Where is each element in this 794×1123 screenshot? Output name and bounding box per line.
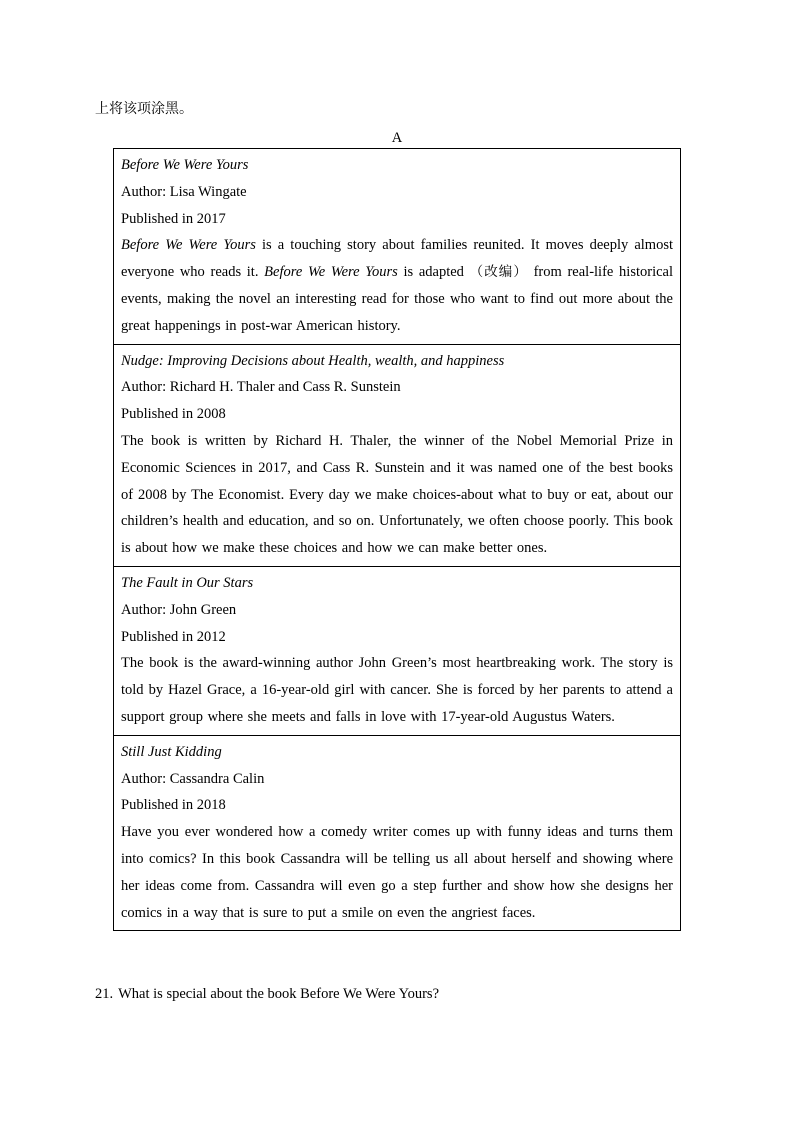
question-text: What is special about the book Before We Were Yours? [118,986,440,1002]
book-title: Nudge: Improving Decisions about Health, wealth, and happiness [121,352,505,369]
book-title-mention: Before We Were Yours [121,237,256,254]
book-description [121,232,673,339]
book-published: Published in 2017 [121,210,226,227]
question-number: 21. [95,986,114,1002]
books-table [113,148,681,931]
question-21 [95,983,439,1005]
description-text: is a touching story about families reunited. It moves deeply almost everyone who reads it. [121,237,673,281]
book-entry-3 [114,566,680,735]
description-text: is adapted [397,264,470,281]
book-author: Author: Lisa Wingate [121,183,247,200]
description-text: The book is the award-winning author John Green’s most heartbreaking work. The story is told by Hazel Grace, a 16-year-old girl with cancer. She is forced by her parents to attend a support group where she meets and falls in love with 17-year-old Augustus Waters. [121,655,673,725]
book-description [121,650,673,730]
book-title: Still Just Kidding [121,743,222,760]
section-letter: A [391,130,403,146]
book-title: The Fault in Our Stars [121,574,254,591]
description-text: Have you ever wondered how a comedy writer comes up with funny ideas and turns them into comics? In this book Cassandra will be telling us all about herself and showing where her ideas come from. Cassandra will even go a step further and show how she designs her comics in a way that is sure to put a smile on even the angriest faces. [121,824,673,921]
book-title-mention: Before We Were Yours [264,264,398,281]
book-entry-1 [114,149,680,344]
book-entry-2 [114,344,680,566]
chinese-gloss: （改编） [469,264,528,281]
intro-line: 上将该项涂黑。 [95,101,193,117]
book-description [121,428,673,562]
description-text: The book is written by Richard H. Thaler, the winner of the Nobel Memorial Prize in Economic Sciences in 2017, and Cass R. Sunstein and it was named one of the best books of 2008 by The Economist. Every day we make choices-about what to buy or eat, about our children’s health and education, and so on. Unfortunately, we often choose poorly. This book is about how we make these choices and how we can make better ones. [121,432,673,557]
book-author: Author: Cassandra Calin [121,770,265,787]
book-title: Before We Were Yours [121,157,249,173]
book-entry-4 [114,735,680,931]
book-published: Published in 2018 [121,797,226,814]
description-text: from real-life historical events, making the novel an interesting read for those who want to find out more about the great happenings in post-war American history. [121,264,674,334]
book-published: Published in 2008 [121,406,226,423]
book-published: Published in 2012 [121,628,226,645]
book-description [121,819,673,926]
book-author: Author: Richard H. Thaler and Cass R. Sunstein [121,379,401,396]
book-author: Author: John Green [121,601,237,618]
